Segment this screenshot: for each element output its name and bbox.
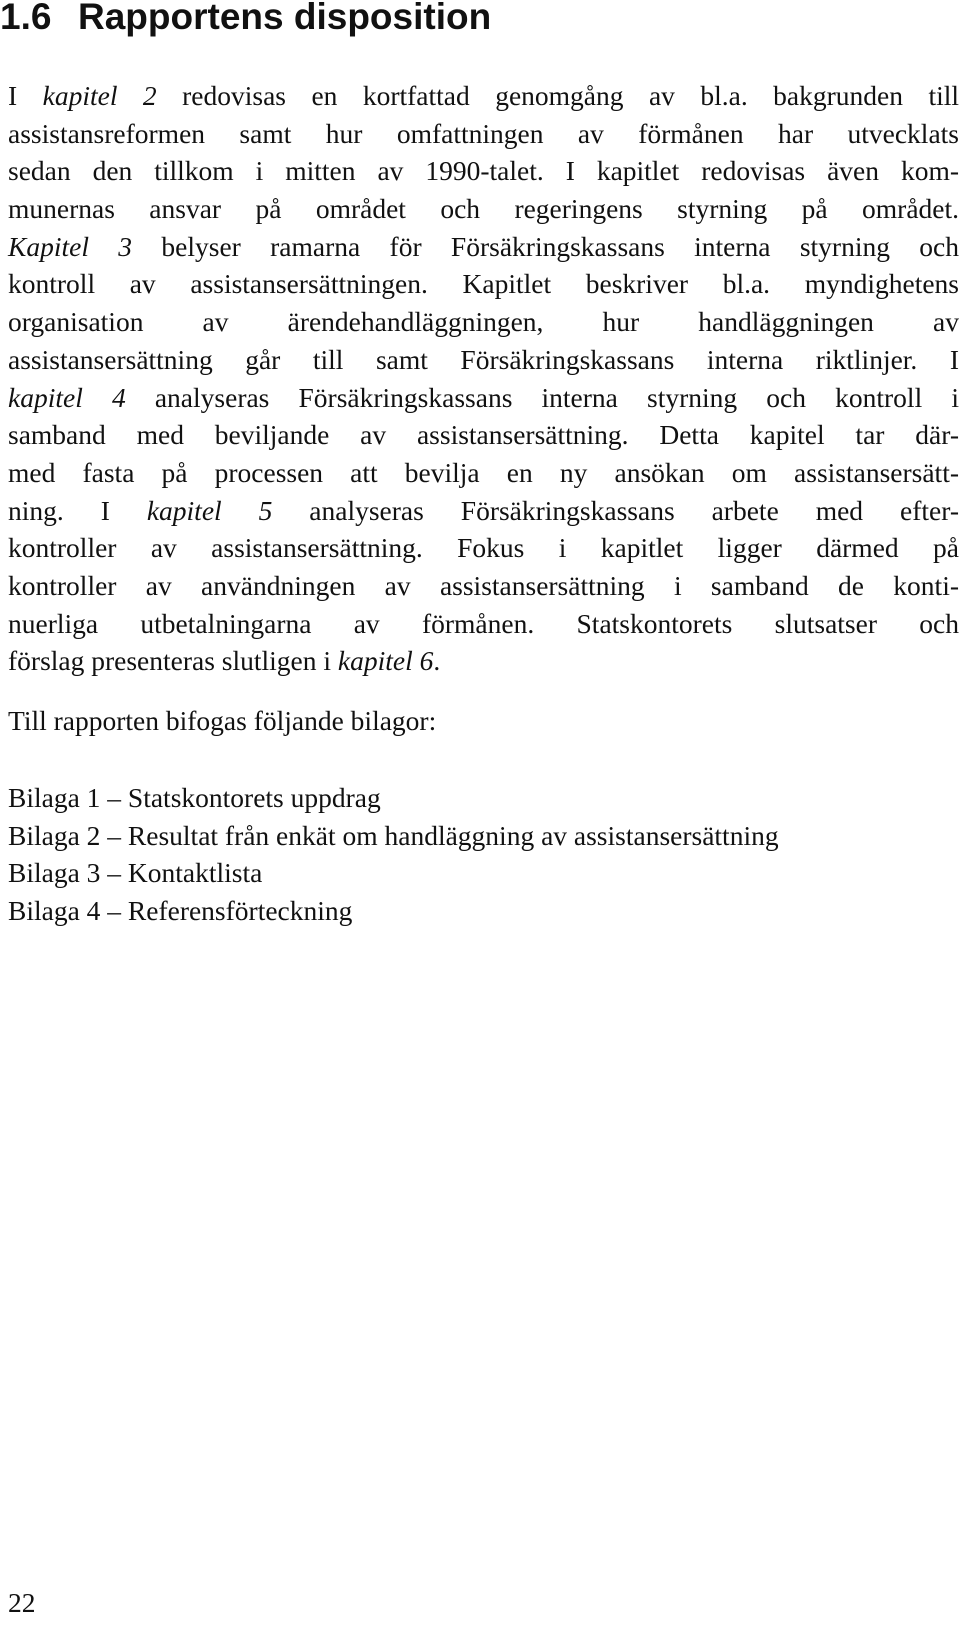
paragraph-line: [8, 605, 959, 643]
appendix-item: Bilaga 2 – Resultat från enkät om handläggning av assistansersättning: [8, 819, 779, 851]
appendix-item: Bilaga 3 – Kontaktlista: [8, 857, 263, 889]
paragraph-line: [8, 529, 959, 567]
page-number: 22: [8, 1587, 36, 1618]
paragraph-line: [8, 341, 959, 379]
paragraph-line: [8, 379, 959, 417]
section-heading: [0, 0, 491, 40]
intro-paragraph: [8, 77, 959, 680]
paragraph-line: [8, 416, 959, 454]
paragraph-line: [8, 265, 959, 303]
appendix-item: Bilaga 1 – Statskontorets uppdrag: [8, 782, 381, 813]
appendix-item: Bilaga 4 – Referensförteckning: [8, 895, 353, 927]
text-run: analyseras Försäkringskassans interna styrning och kontroll i: [125, 381, 959, 413]
paragraph-line: [8, 303, 959, 341]
text-run: munernas ansvar på området och regeringens styrning på området.: [8, 193, 959, 225]
appendix-list: [8, 779, 779, 930]
paragraph-line: [8, 115, 959, 153]
text-run: kontroller av assistansersättning. Fokus i kapitlet ligger därmed på: [8, 532, 959, 564]
paragraph-line: [8, 190, 959, 228]
paragraph-line: [8, 642, 959, 680]
text-run: assistansersättning går till samt Försäkringskassans interna riktlinjer. I: [8, 343, 959, 375]
section-title: Rapportens disposition: [78, 0, 492, 37]
text-run: kontroll av assistansersättningen. Kapitlet beskriver bl.a. myndighetens: [8, 268, 959, 300]
text-run: .: [433, 645, 441, 677]
text-run: analyseras Försäkringskassans arbete med efter-: [272, 494, 959, 526]
chapter-reference: kapitel 5: [146, 494, 273, 526]
text-run: ning. I: [8, 494, 147, 526]
text-run: organisation av ärendehandläggningen, hur handläggningen av: [8, 306, 959, 338]
appendix-intro-paragraph: Till rapporten bifogas följande bilagor:: [8, 705, 437, 736]
text-run: med fasta på processen att bevilja en ny ansökan om assistansersätt-: [8, 456, 959, 488]
paragraph-line: [8, 77, 959, 115]
chapter-reference: kapitel 6: [337, 645, 434, 677]
paragraph-line: [8, 567, 959, 605]
text-run: assistansreformen samt hur omfattningen av förmånen har utvecklats: [8, 117, 959, 149]
text-run: redovisas en kortfattad genomgång av bl.a. bakgrunden till: [156, 80, 959, 111]
text-run: belyser ramarna för Försäkringskassans interna styrning och: [132, 230, 959, 262]
text-run: I: [8, 80, 43, 111]
text-run: nuerliga utbetalningarna av förmånen. Statskontorets slutsatser och: [8, 607, 959, 639]
paragraph-line: [8, 454, 959, 492]
paragraph-line: [8, 492, 959, 530]
section-number: 1.6: [0, 0, 52, 37]
paragraph-line: [8, 228, 959, 266]
text-run: sedan den tillkom i mitten av 1990-talet. I kapitlet redovisas även kom-: [8, 155, 959, 187]
chapter-reference: Kapitel 3: [8, 230, 133, 262]
chapter-reference: kapitel 2: [42, 80, 157, 111]
chapter-reference: kapitel 4: [8, 381, 126, 413]
text-run: förslag presenteras slutligen i: [8, 645, 338, 677]
text-run: samband med beviljande av assistansersättning. Detta kapitel tar där-: [8, 419, 959, 451]
text-run: kontroller av användningen av assistansersättning i samband de konti-: [8, 569, 959, 601]
paragraph-line: [8, 152, 959, 190]
